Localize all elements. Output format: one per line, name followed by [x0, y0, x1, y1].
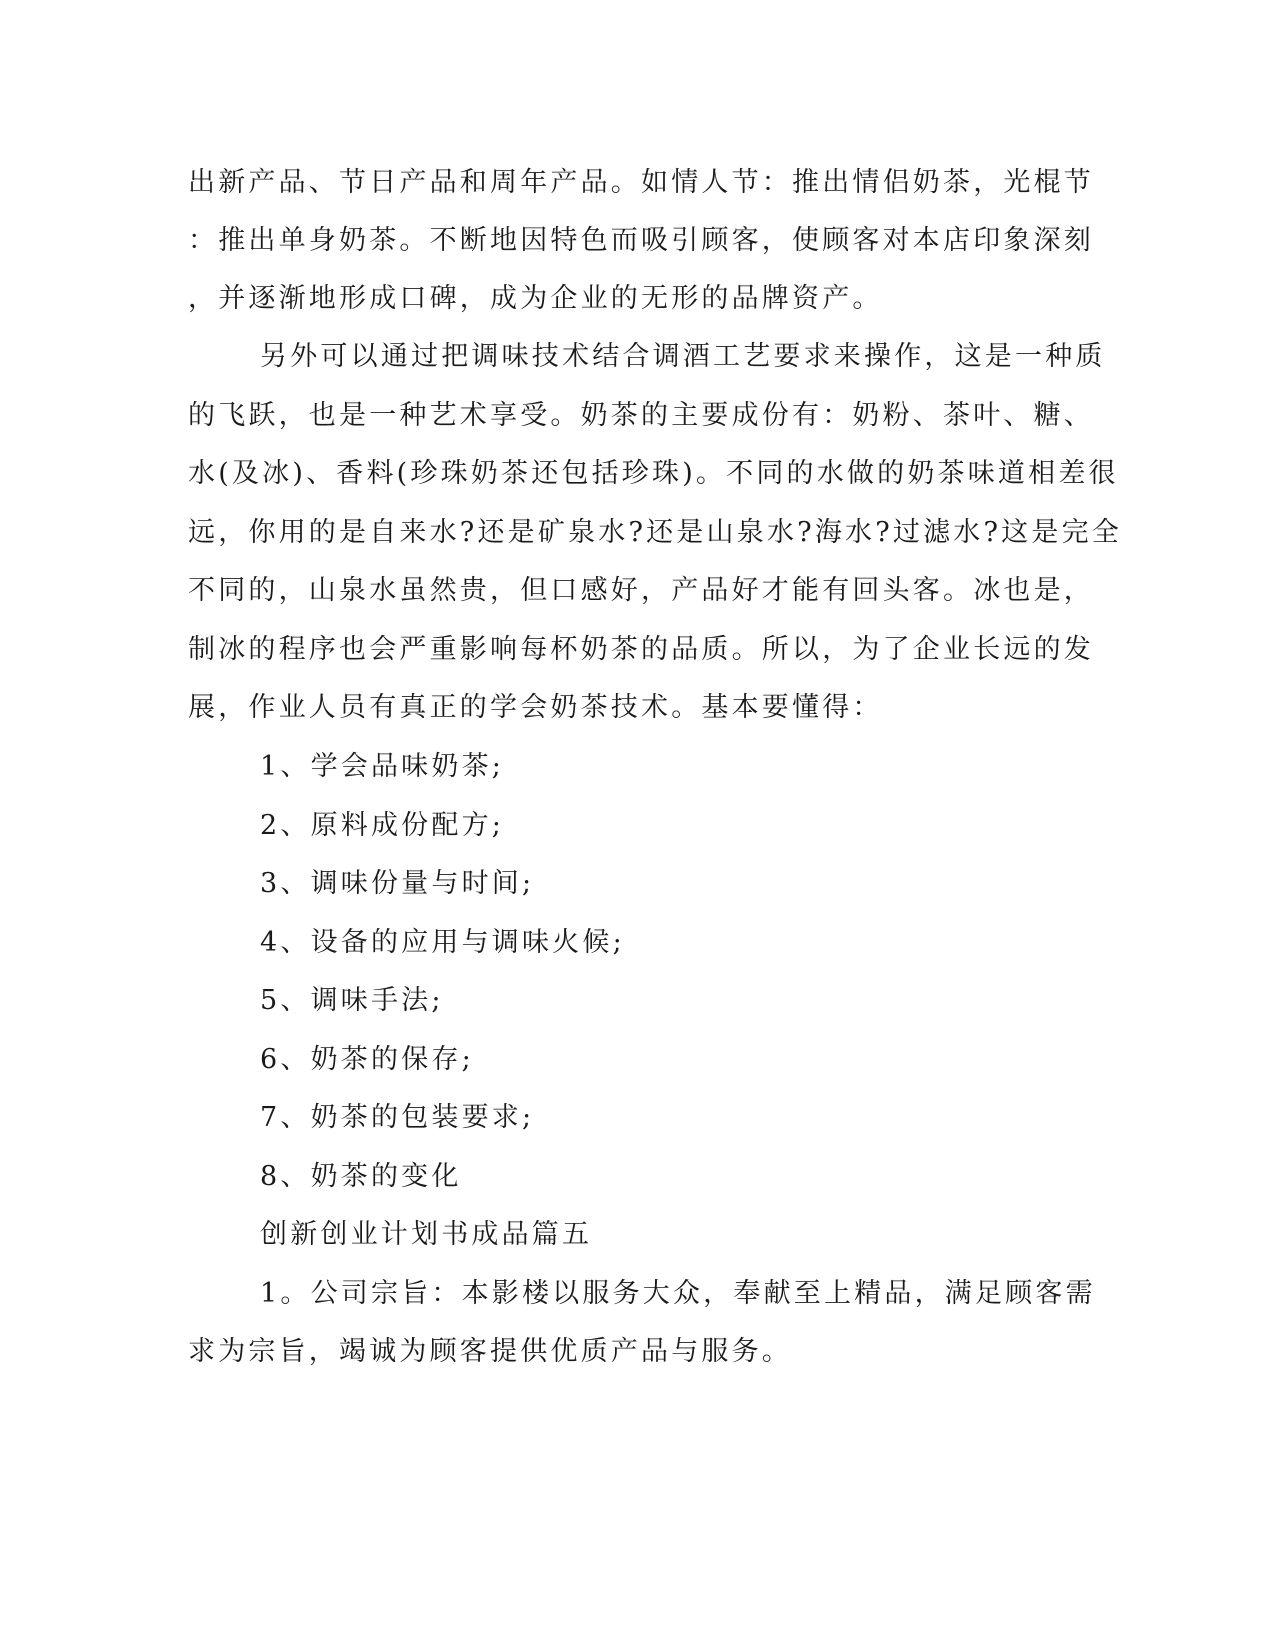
- list-item: 2、原料成份配方;: [260, 810, 505, 841]
- list-item: 4、设备的应用与调味火候;: [260, 927, 625, 958]
- list-item: 1、学会品味奶茶;: [260, 751, 505, 782]
- paragraph-line: 远，你用的是自来水?还是矿泉水?还是山泉水?海水?过滤水?这是完全: [188, 517, 1122, 548]
- paragraph-line: 的飞跃，也是一种艺术享受。奶茶的主要成份有：奶粉、茶叶、糖、: [188, 400, 1094, 431]
- paragraph-line: 不同的，山泉水虽然贵，但口感好，产品好才能有回头客。冰也是，: [188, 575, 1094, 606]
- section-heading: 创新创业计划书成品篇五: [260, 1219, 593, 1250]
- paragraph-line: 出新产品、节日产品和周年产品。如情人节：推出情侣奶茶，光棍节: [188, 167, 1094, 198]
- list-item: 5、调味手法;: [260, 985, 444, 1016]
- list-item: 7、奶茶的包装要求;: [260, 1102, 535, 1133]
- paragraph-line: 展，作业人员有真正的学会奶茶技术。基本要懂得：: [188, 692, 883, 723]
- paragraph-line: ：推出单身奶茶。不断地因特色而吸引顾客，使顾客对本店印象深刻: [188, 225, 1094, 256]
- paragraph-line: 另外可以通过把调味技术结合调酒工艺要求来操作，这是一种质: [260, 341, 1106, 372]
- paragraph-line: 求为宗旨，竭诚为顾客提供优质产品与服务。: [188, 1336, 792, 1367]
- paragraph-line: 水(及冰)、香料(珍珠奶茶还包括珍珠)。不同的水做的奶茶味道相差很: [188, 458, 1119, 489]
- list-item: 8、奶茶的变化: [260, 1161, 462, 1192]
- paragraph-line: 制冰的程序也会严重影响每杯奶茶的品质。所以，为了企业长远的发: [188, 634, 1094, 665]
- list-item: 6、奶茶的保存;: [260, 1044, 474, 1075]
- list-item: 3、调味份量与时间;: [260, 868, 535, 899]
- paragraph-line: 1。公司宗旨：本影楼以服务大众，奉献至上精品，满足顾客需: [260, 1278, 1096, 1309]
- paragraph-line: ，并逐渐地形成口碑，成为企业的无形的品牌资产。: [188, 283, 883, 314]
